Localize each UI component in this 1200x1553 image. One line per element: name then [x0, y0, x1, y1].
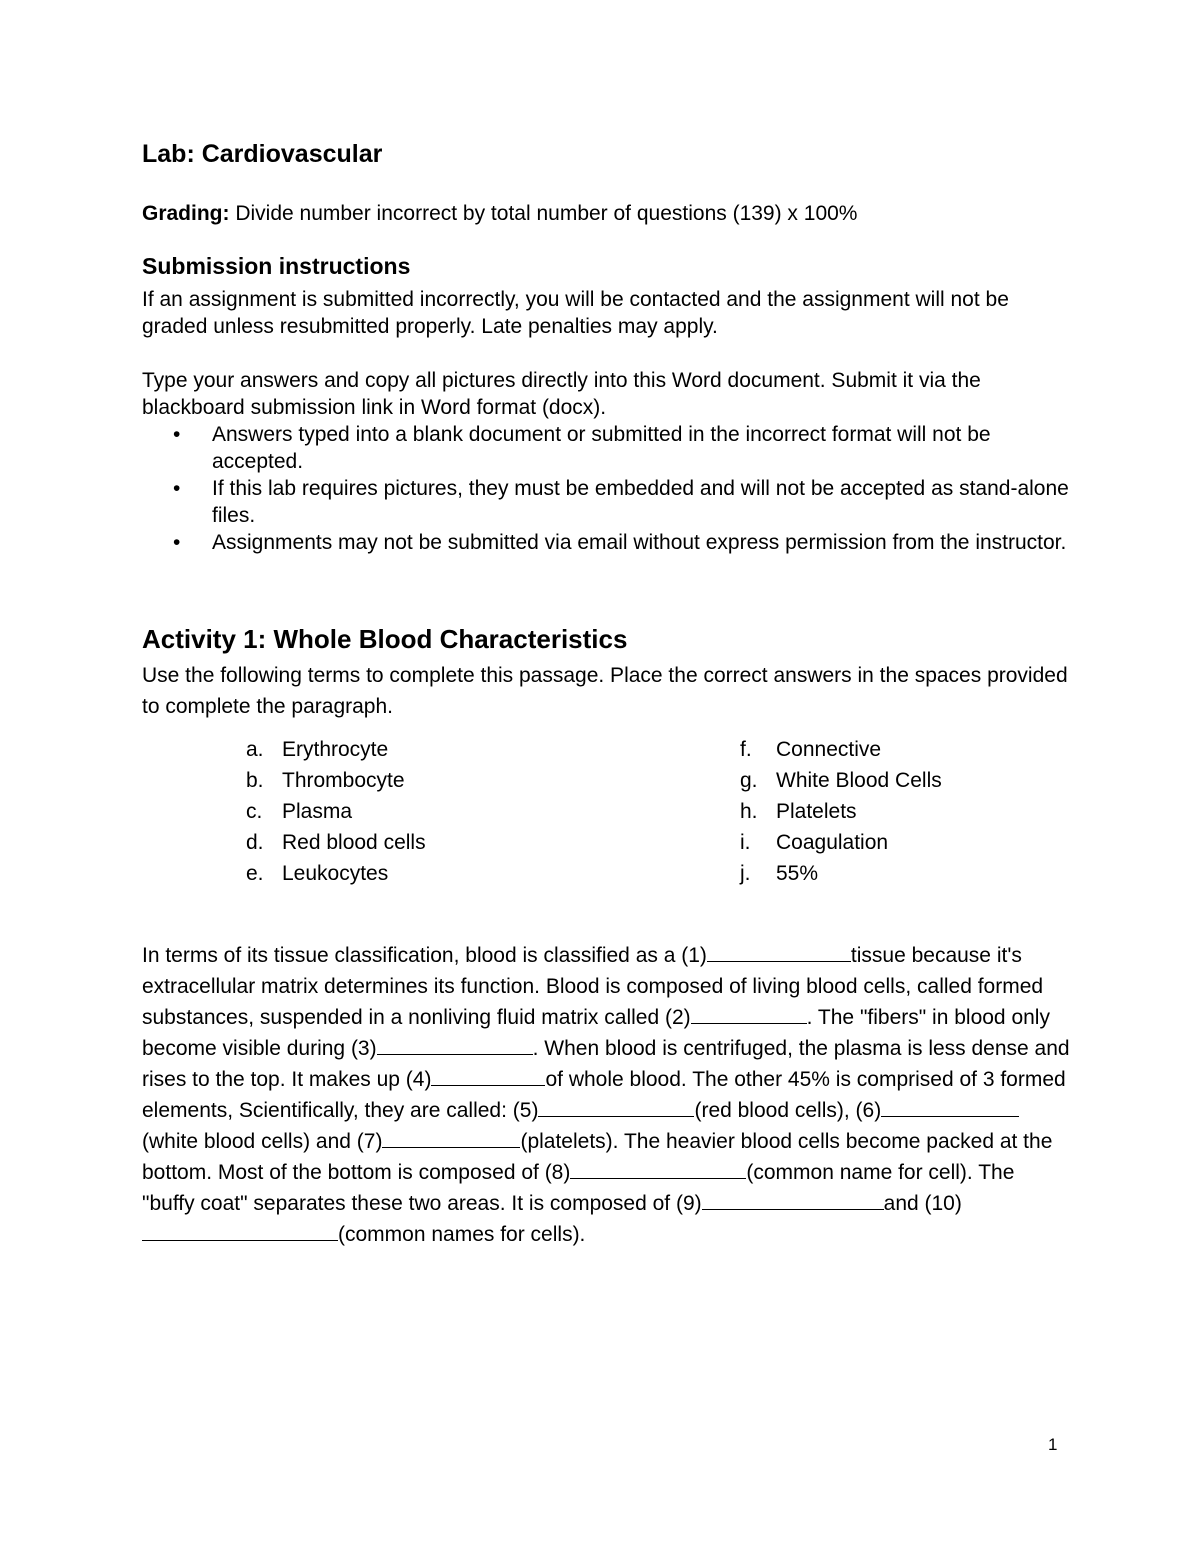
bullet-icon: • — [173, 423, 181, 446]
passage-text: (red blood cells), (6) — [694, 1099, 882, 1122]
list-item — [246, 796, 426, 827]
term-text: Leukocytes — [282, 862, 389, 885]
activity-heading: Activity 1: Whole Blood Characteristics — [142, 624, 628, 654]
term-text: White Blood Cells — [776, 769, 942, 792]
list-item — [246, 827, 426, 858]
term-letter: a. — [246, 738, 264, 761]
activity-intro: Use the following terms to complete this passage. Place the correct answers in the spaces provided to complete the paragraph. — [142, 664, 1068, 718]
term-letter: j. — [740, 862, 751, 885]
answer-blank-1[interactable] — [707, 941, 851, 962]
list-item — [246, 765, 426, 796]
grading-line — [142, 202, 857, 226]
page-number: 1 — [1048, 1435, 1058, 1454]
passage-text: tissue because it's extracellular matrix determines its function. Blood is composed of living blood cells, called formed substances, suspended in a nonliving fluid matrix called (2) — [142, 944, 1044, 1029]
passage-text: (white blood cells) and (7) — [142, 1130, 383, 1153]
answer-blank-3[interactable] — [377, 1034, 533, 1055]
submission-paragraph-1: If an assignment is submitted incorrectly, you will be contacted and the assignment will not be graded unless resubmitted properly. Late penalties may apply. — [142, 288, 1009, 338]
term-letter: h. — [740, 800, 758, 823]
passage-text: . The "fibers" in blood only become visible during (3) — [142, 1006, 1050, 1060]
fill-in-passage — [142, 940, 1072, 1250]
list-item — [740, 858, 942, 889]
term-text: Platelets — [776, 800, 857, 823]
term-text: Erythrocyte — [282, 738, 389, 761]
list-item — [142, 529, 1072, 556]
term-letter: b. — [246, 769, 264, 792]
list-item — [740, 827, 942, 858]
passage-text: In terms of its tissue classification, blood is classified as a (1) — [142, 944, 707, 967]
grading-label: Grading: — [142, 202, 230, 225]
list-item — [246, 734, 426, 765]
document-title: Lab: Cardiovascular — [142, 140, 383, 168]
list-item — [740, 734, 942, 765]
terms-list-left — [246, 734, 426, 889]
answer-blank-9[interactable] — [702, 1189, 884, 1210]
term-letter: d. — [246, 831, 264, 854]
answer-blank-10[interactable] — [142, 1220, 338, 1241]
bullet-icon: • — [173, 531, 181, 554]
term-letter: g. — [740, 769, 758, 792]
answer-blank-8[interactable] — [570, 1158, 746, 1179]
passage-text: and (10) — [883, 1192, 962, 1215]
passage-text: of whole blood. The other 45% is comprised of 3 formed elements, Scientifically, they are called: (5) — [142, 1068, 1066, 1122]
term-text: Coagulation — [776, 831, 889, 854]
term-text: 55% — [776, 862, 819, 885]
terms-list-right — [740, 734, 942, 889]
submission-heading: Submission instructions — [142, 253, 411, 279]
term-letter: i. — [740, 831, 751, 854]
bullet-text: If this lab requires pictures, they must be embedded and will not be accepted as stand-alone files. — [212, 477, 1069, 527]
term-letter: f. — [740, 738, 752, 761]
bullet-text: Answers typed into a blank document or submitted in the incorrect format will not be accepted. — [212, 423, 991, 473]
term-text: Plasma — [282, 800, 353, 823]
answer-blank-6[interactable] — [881, 1096, 1019, 1117]
passage-text: (common names for cells). — [338, 1223, 586, 1246]
bullet-icon: • — [173, 477, 181, 500]
submission-bullet-list — [142, 421, 1072, 556]
list-item — [142, 421, 1072, 475]
answer-blank-2[interactable] — [691, 1003, 807, 1024]
list-item — [740, 765, 942, 796]
passage-text: . When blood is centrifuged, the plasma is less dense and rises to the top. It makes up (4) — [142, 1037, 1070, 1091]
grading-text: Divide number incorrect by total number of questions (139) x 100% — [229, 202, 858, 225]
answer-blank-7[interactable] — [382, 1127, 520, 1148]
submission-paragraph-2: Type your answers and copy all pictures directly into this Word document. Submit it via the blackboard submission link in Word format (docx). — [142, 369, 981, 419]
passage-text: (common name for cell). The "buffy coat" separates these two areas. It is composed of (9) — [142, 1161, 1015, 1215]
list-item — [142, 475, 1072, 529]
term-text: Red blood cells — [282, 831, 426, 854]
answer-blank-5[interactable] — [538, 1096, 694, 1117]
term-text: Connective — [776, 738, 882, 761]
term-letter: e. — [246, 862, 264, 885]
answer-blank-4[interactable] — [431, 1065, 545, 1086]
list-item — [246, 858, 426, 889]
term-text: Thrombocyte — [282, 769, 405, 792]
term-letter: c. — [246, 800, 263, 823]
list-item — [740, 796, 942, 827]
bullet-text: Assignments may not be submitted via email without express permission from the instructor. — [212, 531, 1067, 554]
passage-text: (platelets). The heavier blood cells become packed at the bottom. Most of the bottom is composed of (8) — [142, 1130, 1053, 1184]
